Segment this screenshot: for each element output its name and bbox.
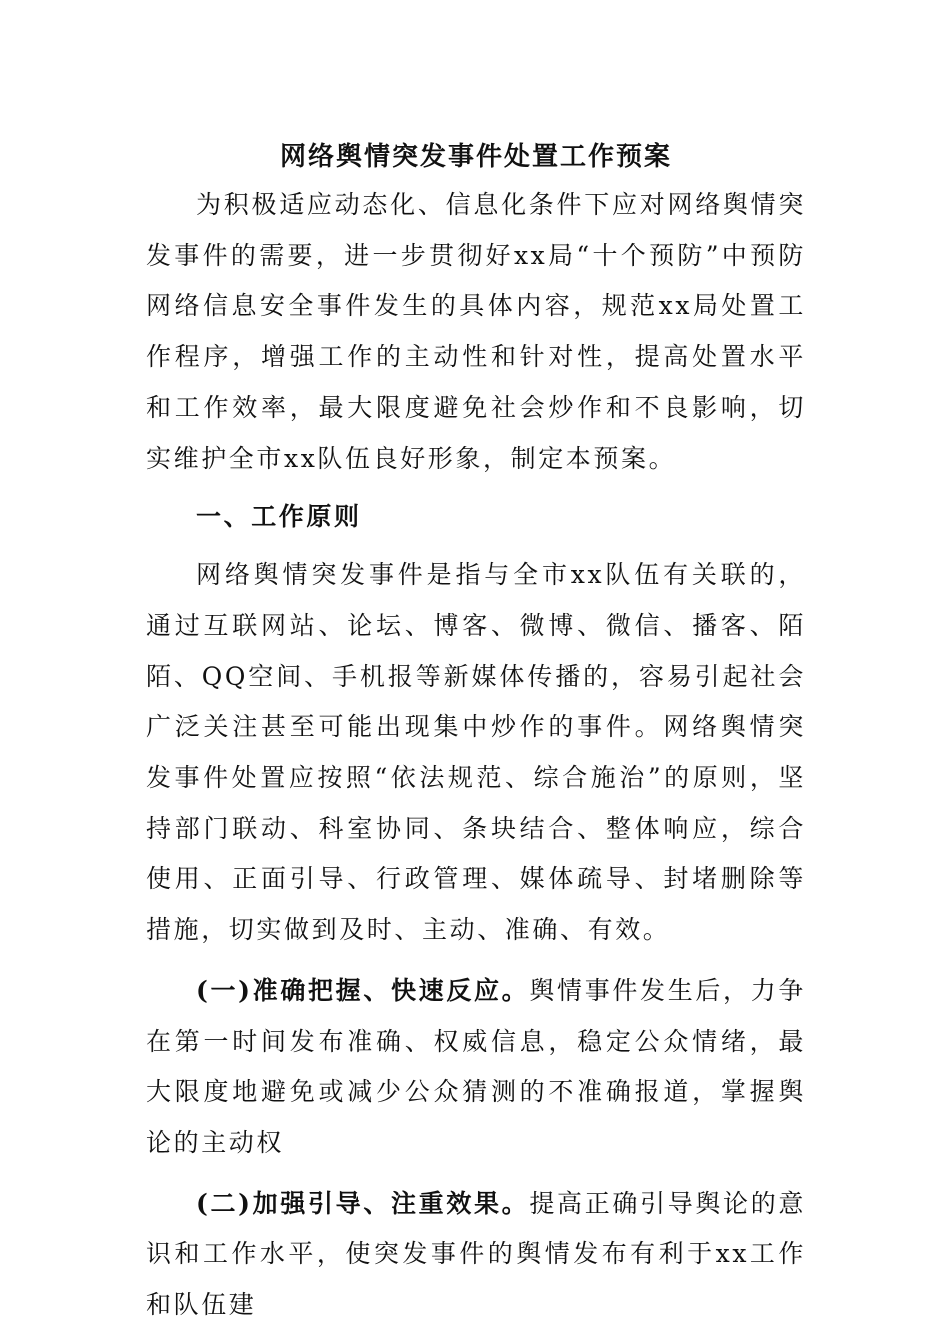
intro-paragraph: 为积极适应动态化、信息化条件下应对网络舆情突发事件的需要，进一步贯彻好xx局“十个预防”中预防网络信息安全事件发生的具体内容，规范xx局处置工作程序，增强工作的主动性和针对性，提高处置水平和工作效率，最大限度避免社会炒作和不良影响，切实维护全市xx队伍良好形象，制定本预案。: [146, 190, 806, 473]
principle-item-2: [146, 1179, 806, 1331]
section-heading-principles: 一、工作原则: [196, 502, 362, 532]
principle-item-2-text: 提高正确引导舆论的意识和工作水平，使突发事件的舆情发布有利于xx工作和队伍建: [146, 1188, 806, 1320]
principle-item-1: [146, 966, 806, 1169]
principle-item-1-lead: (一)准确把握、快速反应。: [196, 975, 530, 1005]
principle-item-1-text: 舆情事件发生后，力争在第一时间发布准确、权威信息，稳定公众情绪，最大限度地避免或减少公众猜测的不准确报道，掌握舆论的主动权: [146, 975, 806, 1157]
principle-item-2-lead: (二)加强引导、注重效果。: [196, 1188, 530, 1218]
principles-paragraph: 网络舆情突发事件是指与全市xx队伍有关联的，通过互联网站、论坛、博客、微博、微信、播客、陌陌、QQ空间、手机报等新媒体传播的，容易引起社会广泛关注甚至可能出现集中炒作的事件。网络舆情突发事件处置应按照“依法规范、综合施治”的原则，坚持部门联动、科室协同、条块结合、整体响应，综合使用、正面引导、行政管理、媒体疏导、封堵删除等措施，切实做到及时、主动、准确、有效。: [146, 560, 806, 945]
document-content: [146, 140, 806, 1331]
document-title: 网络舆情突发事件处置工作预案: [279, 142, 672, 172]
